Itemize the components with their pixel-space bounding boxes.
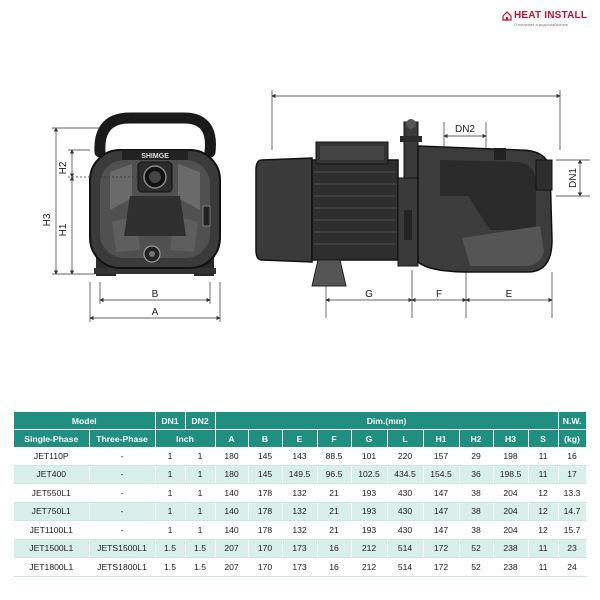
cell-h3: 238 <box>493 539 528 558</box>
header-model: Model <box>14 412 155 430</box>
cell-nw: 14.7 <box>558 502 586 521</box>
header-col-h1: H1 <box>423 430 459 448</box>
cell-e: 132 <box>282 502 317 521</box>
cell-nw: 13.3 <box>558 484 586 503</box>
header-col-b: B <box>248 430 282 448</box>
cell-s: 11 <box>528 447 558 465</box>
cell-dn2: 1 <box>185 465 215 484</box>
pump-front-view <box>90 118 220 276</box>
cell-dn2: 1 <box>185 447 215 465</box>
header-inch: Inch <box>155 430 215 448</box>
cell-h2: 38 <box>459 521 493 540</box>
cell-b: 178 <box>248 484 282 503</box>
cell-f: 21 <box>317 521 351 540</box>
cell-nw: 23 <box>558 539 586 558</box>
pump-brand-label: SHIMGE <box>141 153 169 160</box>
cell-f: 96.5 <box>317 465 351 484</box>
cell-h2: 52 <box>459 558 493 577</box>
cell-s: 11 <box>528 465 558 484</box>
cell-single-phase: JET1500L1 <box>14 539 89 558</box>
cell-dn2: 1.5 <box>185 539 215 558</box>
dim-f-label: F <box>435 289 443 300</box>
cell-h3: 204 <box>493 484 528 503</box>
cell-e: 143 <box>282 447 317 465</box>
cell-e: 173 <box>282 539 317 558</box>
header-nw: N.W. <box>558 412 586 430</box>
cell-a: 140 <box>215 484 248 503</box>
dim-h3-label: H3 <box>42 213 53 227</box>
cell-g: 193 <box>351 521 387 540</box>
cell-b: 170 <box>248 558 282 577</box>
cell-a: 140 <box>215 502 248 521</box>
cell-h2: 36 <box>459 465 493 484</box>
cell-dn1: 1.5 <box>155 539 185 558</box>
cell-three-phase: - <box>89 465 155 484</box>
cell-a: 207 <box>215 558 248 577</box>
cell-dn2: 1 <box>185 484 215 503</box>
cell-single-phase: JET550L1 <box>14 484 89 503</box>
cell-l: 514 <box>387 539 423 558</box>
cell-three-phase: - <box>89 521 155 540</box>
cell-h1: 147 <box>423 521 459 540</box>
cell-e: 132 <box>282 484 317 503</box>
header-col-s: S <box>528 430 558 448</box>
table-row <box>14 521 586 540</box>
cell-dn1: 1 <box>155 502 185 521</box>
cell-l: 514 <box>387 558 423 577</box>
cell-nw: 15.7 <box>558 521 586 540</box>
cell-g: 101 <box>351 447 387 465</box>
cell-three-phase: - <box>89 502 155 521</box>
table-row <box>14 484 586 503</box>
cell-e: 149.5 <box>282 465 317 484</box>
cell-h1: 154.5 <box>423 465 459 484</box>
cell-dn1: 1 <box>155 447 185 465</box>
cell-dn2: 1 <box>185 502 215 521</box>
cell-g: 102.5 <box>351 465 387 484</box>
cell-a: 207 <box>215 539 248 558</box>
cell-s: 12 <box>528 521 558 540</box>
cell-dn1: 1 <box>155 521 185 540</box>
cell-dn1: 1 <box>155 484 185 503</box>
cell-s: 11 <box>528 539 558 558</box>
cell-h3: 204 <box>493 502 528 521</box>
cell-dn1: 1.5 <box>155 558 185 577</box>
dim-e-label: E <box>505 289 513 300</box>
cell-dn2: 1.5 <box>185 558 215 577</box>
header-dn1: DN1 <box>155 412 185 430</box>
header-dn2: DN2 <box>185 412 215 430</box>
cell-a: 140 <box>215 521 248 540</box>
cell-nw: 16 <box>558 447 586 465</box>
cell-e: 173 <box>282 558 317 577</box>
header-col-g: G <box>351 430 387 448</box>
cell-h2: 29 <box>459 447 493 465</box>
cell-b: 145 <box>248 465 282 484</box>
table-row <box>14 558 586 577</box>
cell-g: 212 <box>351 539 387 558</box>
cell-h3: 198.5 <box>493 465 528 484</box>
specification-table-body <box>14 447 586 576</box>
cell-h1: 147 <box>423 484 459 503</box>
header-col-h2: H2 <box>459 430 493 448</box>
dim-b-label: B <box>151 289 159 300</box>
cell-g: 193 <box>351 484 387 503</box>
cell-a: 180 <box>215 465 248 484</box>
cell-h3: 198 <box>493 447 528 465</box>
header-col-e: E <box>282 430 317 448</box>
cell-l: 434.5 <box>387 465 423 484</box>
cell-a: 180 <box>215 447 248 465</box>
cell-h1: 172 <box>423 539 459 558</box>
cell-nw: 24 <box>558 558 586 577</box>
pump-side-view <box>256 119 552 286</box>
cell-b: 170 <box>248 539 282 558</box>
cell-b: 178 <box>248 521 282 540</box>
header-dim: Dim.(mm) <box>215 412 558 430</box>
cell-single-phase: JET1100L1 <box>14 521 89 540</box>
table-row <box>14 465 586 484</box>
cell-l: 430 <box>387 502 423 521</box>
table-row <box>14 447 586 465</box>
cell-three-phase: JETS1500L1 <box>89 539 155 558</box>
cell-h2: 52 <box>459 539 493 558</box>
cell-f: 16 <box>317 558 351 577</box>
logo-brand: HEAT INSTALL <box>514 10 588 21</box>
header-col-l: L <box>387 430 423 448</box>
cell-three-phase: JETS1800L1 <box>89 558 155 577</box>
header-three-phase: Three-Phase <box>89 430 155 448</box>
header-kg: (kg) <box>558 430 586 448</box>
cell-single-phase: JET750L1 <box>14 502 89 521</box>
cell-h1: 157 <box>423 447 459 465</box>
cell-e: 132 <box>282 521 317 540</box>
table-row <box>14 502 586 521</box>
header-single-phase: Single-Phase <box>14 430 89 448</box>
dim-h1-label: H1 <box>58 223 69 237</box>
cell-single-phase: JET400 <box>14 465 89 484</box>
cell-three-phase: - <box>89 447 155 465</box>
dim-a-label: A <box>151 307 159 318</box>
dim-dn1-label: DN1 <box>568 167 579 189</box>
specification-table <box>14 412 587 577</box>
header-col-a: A <box>215 430 248 448</box>
cell-f: 21 <box>317 502 351 521</box>
cell-h2: 38 <box>459 502 493 521</box>
cell-f: 16 <box>317 539 351 558</box>
cell-h3: 204 <box>493 521 528 540</box>
cell-three-phase: - <box>89 484 155 503</box>
cell-b: 145 <box>248 447 282 465</box>
logo-tagline: Отопление и водоснабжение <box>514 22 568 27</box>
dim-dn2-label: DN2 <box>454 124 476 135</box>
header-col-h3: H3 <box>493 430 528 448</box>
table-row <box>14 539 586 558</box>
cell-h2: 38 <box>459 484 493 503</box>
dim-g-label: G <box>365 289 373 300</box>
cell-h3: 238 <box>493 558 528 577</box>
cell-dn2: 1 <box>185 521 215 540</box>
cell-single-phase: JET110P <box>14 447 89 465</box>
cell-l: 220 <box>387 447 423 465</box>
cell-g: 212 <box>351 558 387 577</box>
cell-h1: 147 <box>423 502 459 521</box>
cell-f: 88.5 <box>317 447 351 465</box>
cell-nw: 17 <box>558 465 586 484</box>
cell-h1: 172 <box>423 558 459 577</box>
cell-dn1: 1 <box>155 465 185 484</box>
cell-b: 178 <box>248 502 282 521</box>
cell-l: 430 <box>387 521 423 540</box>
cell-s: 11 <box>528 558 558 577</box>
cell-s: 12 <box>528 502 558 521</box>
cell-g: 193 <box>351 502 387 521</box>
cell-f: 21 <box>317 484 351 503</box>
cell-l: 430 <box>387 484 423 503</box>
cell-single-phase: JET1800L1 <box>14 558 89 577</box>
cell-s: 12 <box>528 484 558 503</box>
dim-h2-label: H2 <box>58 161 69 175</box>
header-col-f: F <box>317 430 351 448</box>
